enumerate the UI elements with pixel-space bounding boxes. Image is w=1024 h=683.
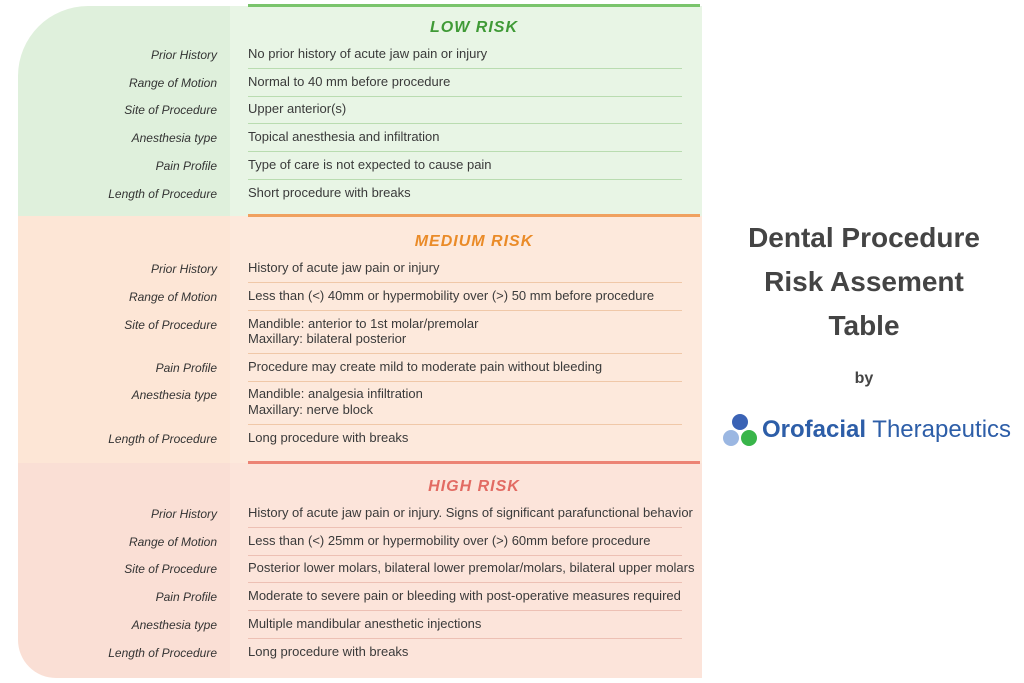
row-divider (248, 96, 682, 97)
row-label: Length of Procedure (108, 187, 217, 201)
row-label: Pain Profile (155, 159, 217, 173)
row-label: Pain Profile (155, 361, 217, 375)
row-divider (248, 555, 682, 556)
row-label: Range of Motion (128, 290, 217, 304)
row-value: Normal to 40 mm before procedure (248, 74, 451, 89)
row-divider (248, 353, 682, 354)
page-title-line-1: Dental Procedure (748, 222, 980, 253)
row-value: Upper anterior(s) (248, 101, 347, 116)
medium-risk-heading: MEDIUM RISK (414, 233, 534, 250)
row-value: Multiple mandibular anesthetic injections (248, 616, 482, 631)
row-divider (248, 638, 682, 639)
brand-name-secondary: Therapeutics (872, 416, 1012, 443)
row-label: Pain Profile (155, 590, 217, 604)
row-label: Anesthesia type (131, 618, 217, 632)
row-value-line-2: Maxillary: nerve block (248, 402, 373, 417)
row-value: Mandible: analgesia infiltration (248, 386, 423, 401)
row-divider (248, 381, 682, 382)
row-divider (248, 282, 682, 283)
row-label: Range of Motion (128, 76, 217, 90)
row-divider (248, 582, 682, 583)
high-risk-accent-bar (248, 461, 700, 464)
row-value: Posterior lower molars, bilateral lower premolar/molars, bilateral upper molars (248, 560, 695, 575)
row-divider (248, 610, 682, 611)
row-label: Anesthesia type (131, 131, 217, 145)
row-value: No prior history of acute jaw pain or injury (248, 46, 488, 61)
row-value: Procedure may create mild to moderate pain without bleeding (248, 359, 603, 374)
row-value: Mandible: anterior to 1st molar/premolar (248, 316, 479, 331)
row-value: Topical anesthesia and infiltration (248, 129, 440, 144)
row-value: Less than (<) 40mm or hypermobility over (>) 50 mm before procedure (248, 288, 655, 303)
row-divider (248, 151, 682, 152)
row-value: Type of care is not expected to cause pain (248, 157, 492, 172)
row-value: Long procedure with breaks (248, 644, 409, 659)
row-label: Prior History (150, 507, 217, 521)
row-label: Site of Procedure (124, 562, 217, 576)
row-value: History of acute jaw pain or injury (248, 260, 440, 275)
row-value: History of acute jaw pain or injury. Signs of significant parafunctional behavior (248, 505, 693, 520)
row-label: Prior History (150, 48, 217, 62)
byline: by (854, 370, 874, 387)
row-label: Site of Procedure (124, 318, 217, 332)
row-divider (248, 123, 682, 124)
row-divider (248, 424, 682, 425)
row-divider (248, 68, 682, 69)
row-value: Short procedure with breaks (248, 185, 411, 200)
row-value: Moderate to severe pain or bleeding with post-operative measures required (248, 588, 681, 603)
row-divider (248, 527, 682, 528)
medium-risk-label-column (18, 216, 230, 463)
row-value-line-2: Maxillary: bilateral posterior (248, 331, 407, 346)
high-risk-heading: HIGH RISK (428, 478, 520, 495)
row-value: Long procedure with breaks (248, 430, 409, 445)
brand-name-primary: Orofacial (762, 416, 867, 443)
brand-name (762, 416, 1011, 444)
row-label: Length of Procedure (108, 646, 217, 660)
row-value: Less than (<) 25mm or hypermobility over (>) 60mm before procedure (248, 533, 651, 548)
medium-risk-accent-bar (248, 214, 700, 217)
row-divider (248, 179, 682, 180)
row-divider (248, 310, 682, 311)
row-label: Anesthesia type (131, 388, 217, 402)
page-title-line-2: Risk Assement (764, 266, 964, 297)
row-label: Site of Procedure (124, 103, 217, 117)
low-risk-accent-bar (248, 4, 700, 7)
low-risk-heading: LOW RISK (430, 19, 518, 36)
logo-dots-icon (722, 412, 760, 448)
row-label: Range of Motion (128, 535, 217, 549)
page-title-line-3: Table (828, 310, 900, 341)
row-label: Length of Procedure (108, 432, 217, 446)
row-label: Prior History (150, 262, 217, 276)
